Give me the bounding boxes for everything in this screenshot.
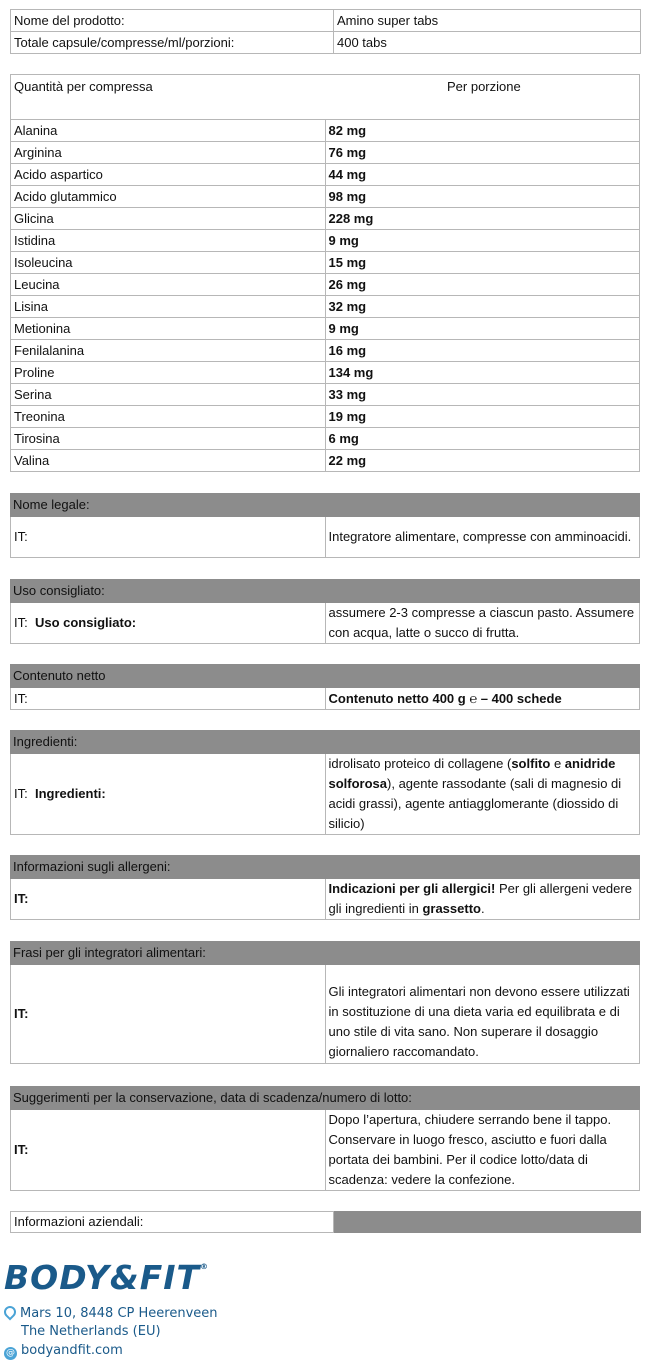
- nutrient-name: Acido glutammico: [11, 186, 326, 208]
- nutrient-name: Tirosina: [11, 428, 326, 450]
- usage-table: [10, 579, 640, 644]
- nutrient-name: Valina: [11, 450, 326, 472]
- nutrient-name: Lisina: [11, 296, 326, 318]
- storage-text: Dopo l’apertura, chiudere serrando bene il tappo. Conservare in luogo fresco, asciutto e fuori dalla portata dei bambini. Per il codice lotto/data di scadenza: vedere la confezione.: [325, 1110, 640, 1191]
- nutrient-value: 82 mg: [325, 120, 640, 142]
- supplement-phrases-lang: IT:: [11, 965, 326, 1064]
- nutrient-name: Istidina: [11, 230, 326, 252]
- nutrition-row: [11, 362, 640, 384]
- allergens-part2: .: [480, 901, 485, 916]
- address-line-1: [4, 1306, 218, 1321]
- ingredients-lang: IT:: [14, 786, 28, 801]
- product-count-value: 400 tabs: [334, 32, 641, 54]
- nutrient-value: 98 mg: [325, 186, 640, 208]
- nutrition-row: [11, 384, 640, 406]
- nutrient-value: 19 mg: [325, 406, 640, 428]
- legal-name-lang: IT:: [11, 517, 326, 558]
- globe-icon: @: [6, 1348, 15, 1358]
- supplement-phrases-text: Gli integratori alimentari non devono essere utilizzati in sostituzione di una dieta varia ed equilibrata e di uno stile di vita sano. Non superare il dosaggio giornaliero raccomandato.: [325, 965, 640, 1064]
- nutrient-value: 26 mg: [325, 274, 640, 296]
- ingredients-part3: ), agente rassodante (sali di magnesio di acidi grassi), agente antiagglomerante (diossido di silicio): [328, 776, 622, 831]
- allergens-lang: IT:: [11, 879, 326, 920]
- supplement-phrases-table: [10, 941, 640, 1064]
- nutrient-value: 22 mg: [325, 450, 640, 472]
- net-content-text: Contenuto netto 400 g ℮ – 400 schede: [325, 688, 640, 710]
- nutrient-name: Leucina: [11, 274, 326, 296]
- ingredients-header: Ingredienti:: [11, 731, 640, 754]
- logo-registered-mark: ®: [200, 1262, 210, 1271]
- usage-label: Uso consigliato:: [34, 615, 137, 630]
- legal-name-table: [10, 493, 640, 558]
- ingredients-part2: e: [550, 756, 565, 771]
- net-content-lang: IT:: [11, 688, 326, 710]
- nutrient-value: 44 mg: [325, 164, 640, 186]
- nutrition-header: [11, 75, 640, 120]
- nutrient-value: 134 mg: [325, 362, 640, 384]
- nutrition-row: [11, 186, 640, 208]
- nutrient-value: 228 mg: [325, 208, 640, 230]
- nutrition-table: [10, 74, 640, 472]
- nutrition-row: [11, 340, 640, 362]
- allergens-part1: Per gli allergeni vedere gli ingredienti in: [328, 881, 632, 916]
- nutrition-row: [11, 164, 640, 186]
- ingredients-label: Ingredienti:: [34, 786, 106, 801]
- ingredients-text: [325, 754, 640, 835]
- nutrient-name: Acido aspartico: [11, 164, 326, 186]
- bodyandfit-logo: [4, 1258, 209, 1297]
- net-content-table: [10, 664, 640, 710]
- company-header: Informazioni aziendali:: [11, 1212, 334, 1233]
- ingredients-allergen-2: anidride solforosa: [328, 756, 616, 791]
- nutrition-row: [11, 428, 640, 450]
- website-line: [4, 1343, 123, 1360]
- company-header-fill: [334, 1212, 641, 1233]
- nutrient-value: 9 mg: [325, 318, 640, 340]
- supplement-phrases-header: Frasi per gli integratori alimentari:: [11, 942, 640, 965]
- usage-lang: IT:: [14, 615, 28, 630]
- product-info-table: [10, 9, 641, 54]
- ingredients-table: [10, 730, 640, 835]
- ingredients-lang-cell: [11, 754, 326, 835]
- nutrient-name: Serina: [11, 384, 326, 406]
- nutrient-value: 9 mg: [325, 230, 640, 252]
- allergens-header: Informazioni sugli allergeni:: [11, 856, 640, 879]
- net-content-header: Contenuto netto: [11, 665, 640, 688]
- nutrition-row: [11, 406, 640, 428]
- allergens-bold-2: grassetto: [422, 901, 481, 916]
- product-name-label: Nome del prodotto:: [11, 10, 334, 32]
- website-link[interactable]: bodyandfit.com: [21, 1343, 123, 1358]
- legal-name-text: Integratore alimentare, compresse con amminoacidi.: [325, 517, 640, 558]
- ingredients-part1: idrolisato proteico di collagene (: [328, 756, 512, 771]
- location-pin-icon: [2, 1304, 19, 1321]
- product-name-value: Amino super tabs: [334, 10, 641, 32]
- ingredients-allergen-1: solfito: [511, 756, 551, 771]
- nutrient-value: 15 mg: [325, 252, 640, 274]
- nutrient-value: 76 mg: [325, 142, 640, 164]
- address-line-1-text: Mars 10, 8448 CP Heerenveen: [20, 1306, 218, 1321]
- nutrient-name: Alanina: [11, 120, 326, 142]
- nutrition-row: [11, 230, 640, 252]
- usage-text: assumere 2-3 compresse a ciascun pasto. Assumere con acqua, latte o succo di frutta.: [325, 603, 640, 644]
- allergens-text: [325, 879, 640, 920]
- company-table: [10, 1211, 641, 1233]
- legal-name-header: Nome legale:: [11, 494, 640, 517]
- nutrition-row: [11, 274, 640, 296]
- nutrition-row: [11, 318, 640, 340]
- address-line-2: The Netherlands (EU): [21, 1324, 161, 1339]
- storage-header: Suggerimenti per la conservazione, data di scadenza/numero di lotto:: [11, 1087, 640, 1110]
- nutrition-row: [11, 142, 640, 164]
- nutrient-name: Treonina: [11, 406, 326, 428]
- nutrition-rows: [11, 120, 640, 472]
- nutrition-header-right: Per porzione: [447, 79, 521, 94]
- nutrient-name: Fenilalanina: [11, 340, 326, 362]
- nutrient-value: 32 mg: [325, 296, 640, 318]
- nutrient-name: Metionina: [11, 318, 326, 340]
- nutrition-row: [11, 208, 640, 230]
- nutrient-value: 33 mg: [325, 384, 640, 406]
- allergens-table: [10, 855, 640, 920]
- product-count-label: Totale capsule/compresse/ml/porzioni:: [11, 32, 334, 54]
- nutrition-row: [11, 120, 640, 142]
- nutrient-name: Isoleucina: [11, 252, 326, 274]
- allergens-bold-1: Indicazioni per gli allergici!: [328, 881, 496, 896]
- nutrient-name: Proline: [11, 362, 326, 384]
- nutrition-row: [11, 450, 640, 472]
- usage-lang-cell: [11, 603, 326, 644]
- storage-lang: IT:: [11, 1110, 326, 1191]
- nutrient-value: 16 mg: [325, 340, 640, 362]
- nutrition-row: [11, 252, 640, 274]
- nutrient-name: Arginina: [11, 142, 326, 164]
- storage-table: [10, 1086, 640, 1191]
- nutrient-name: Glicina: [11, 208, 326, 230]
- usage-header: Uso consigliato:: [11, 580, 640, 603]
- nutrition-row: [11, 296, 640, 318]
- logo-text: BODY&FIT: [4, 1258, 201, 1297]
- nutrition-header-left: Quantità per compressa: [14, 79, 153, 94]
- nutrient-value: 6 mg: [325, 428, 640, 450]
